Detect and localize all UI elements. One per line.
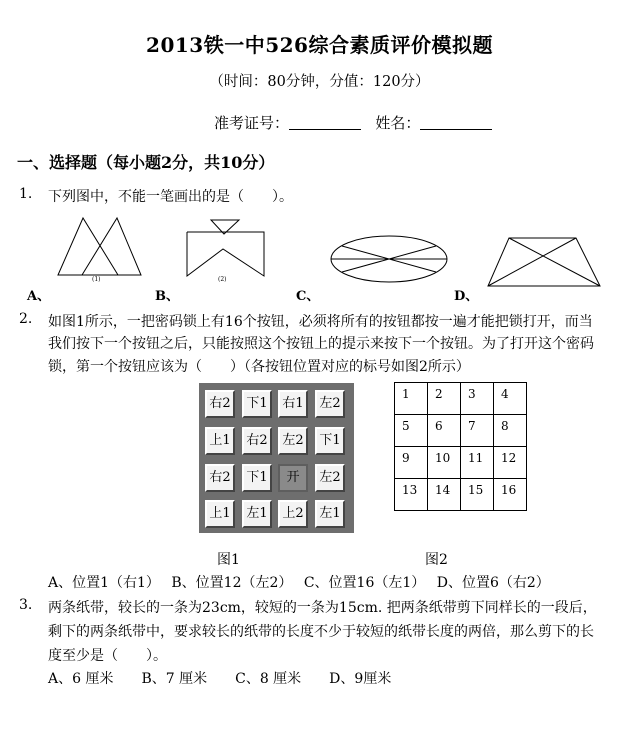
- ticket-number-blank[interactable]: [289, 115, 361, 130]
- position-cell: 11: [461, 447, 494, 479]
- lock-button: 左2: [278, 427, 308, 455]
- q1-option-b: B、: [155, 289, 179, 304]
- q1-number: 1.: [19, 186, 33, 202]
- position-cell: 7: [461, 415, 494, 447]
- figure-b-bowtie-shape: [187, 220, 264, 276]
- figure-d-trapezoid: [488, 238, 600, 286]
- id-line: [214, 112, 492, 133]
- lock-button: 左1: [242, 500, 272, 528]
- q1-option-c: C、: [296, 289, 320, 304]
- position-cell: 15: [461, 479, 494, 511]
- lock-button: 上1: [205, 500, 235, 528]
- position-cell: 16: [494, 479, 527, 511]
- position-number-grid: [394, 382, 527, 511]
- lock-button: 左2: [315, 464, 345, 492]
- position-cell: 14: [428, 479, 461, 511]
- lock-button: 下1: [315, 427, 345, 455]
- position-cell: 9: [395, 447, 428, 479]
- q2-options: A、位置1（右1） B、位置12（左2） C、位置16（左1） D、位置6（右2）: [48, 575, 550, 591]
- q2-line-1: 如图1所示，一把密码锁上有16个按钮，必须将所有的按钮都按一遍才能把锁打开，而当: [48, 314, 593, 330]
- q3-options: A、6 厘米 B、7 厘米 C、8 厘米 D、9厘米: [48, 671, 392, 687]
- q1-text: 下列图中，不能一笔画出的是（ ）。: [48, 189, 293, 205]
- q1-figures: [0, 210, 639, 302]
- name-blank[interactable]: [420, 115, 492, 130]
- lock-open-button: 开: [278, 464, 308, 492]
- position-cell: 13: [395, 479, 428, 511]
- fig-label-1: (1): [92, 276, 101, 283]
- position-cell: 5: [395, 415, 428, 447]
- position-cell: 8: [494, 415, 527, 447]
- q1-option-a: A、: [27, 289, 51, 304]
- figure-c-ellipse: [331, 236, 447, 282]
- position-cell: 3: [461, 383, 494, 415]
- q3-line-2: 剩下的两条纸带中，要求较长的纸带的长度不少于较短的纸带长度的两倍，那么剪下的长: [48, 624, 594, 640]
- q1-option-d: D、: [454, 289, 479, 304]
- position-cell: 4: [494, 383, 527, 415]
- fig-label-2: (2): [218, 276, 227, 283]
- figure-a-two-triangles: [58, 218, 141, 275]
- position-cell: 6: [428, 415, 461, 447]
- section-header: 一、选择题（每小题2分，共10分）: [17, 153, 275, 172]
- figure-2-caption: 图2: [425, 552, 448, 568]
- ticket-number-label: 准考证号：: [214, 114, 290, 132]
- lock-button: 下1: [242, 464, 272, 492]
- q3-number: 3.: [19, 597, 33, 613]
- q2-line-2: 我们按下一个按钮之后，只能按照这个按钮上的提示来按下一个按钮。为了打开这个密码: [48, 336, 594, 352]
- lock-button: 右1: [278, 390, 308, 418]
- q3-line-3: 度至少是（ ）。: [48, 648, 167, 664]
- q2-number: 2.: [19, 311, 33, 327]
- position-cell: 2: [428, 383, 461, 415]
- position-cell: 12: [494, 447, 527, 479]
- lock-button: 右2: [205, 464, 235, 492]
- lock-button: 左1: [315, 500, 345, 528]
- lock-button: 右2: [242, 427, 272, 455]
- exam-subtitle: （时间：80分钟，分值：120分）: [209, 74, 430, 90]
- figure-1-caption: 图1: [217, 552, 240, 568]
- exam-title: 2013铁一中526综合素质评价模拟题: [146, 33, 493, 57]
- q2-line-3: 锁，第一个按钮应该为（ ）（各按钮位置对应的标号如图2所示）: [48, 359, 470, 375]
- name-label: 姓名：: [375, 114, 421, 132]
- position-cell: 1: [395, 383, 428, 415]
- q3-line-1: 两条纸带，较长的一条为23cm，较短的一条为15cm. 把两条纸带剪下同样长的一段后，: [48, 600, 597, 616]
- lock-button: 下1: [242, 390, 272, 418]
- lock-button: 左2: [315, 390, 345, 418]
- lock-button: 上2: [278, 500, 308, 528]
- lock-button: 右2: [205, 390, 235, 418]
- position-cell: 10: [428, 447, 461, 479]
- lock-button: 上1: [205, 427, 235, 455]
- lock-button-grid: [199, 383, 354, 533]
